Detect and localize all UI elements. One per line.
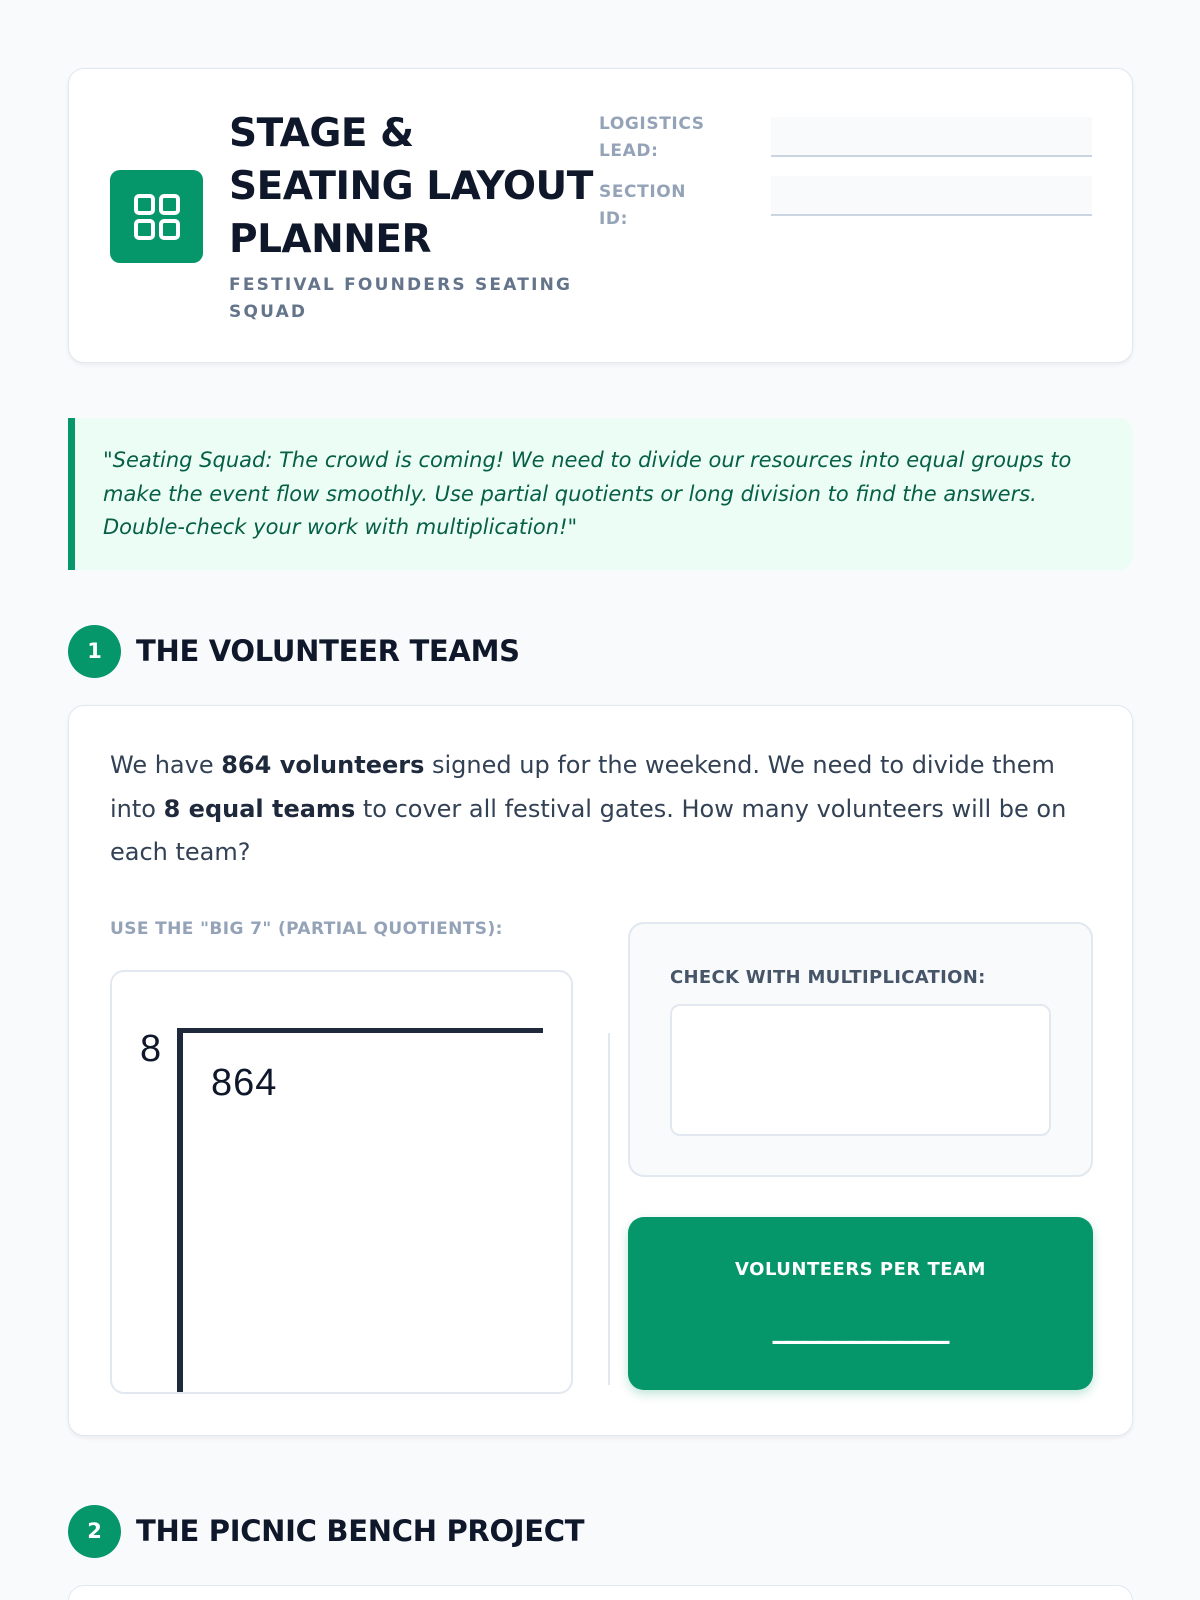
section-1-header [68,624,520,678]
check-label: CHECK WITH MULTIPLICATION: [670,967,986,988]
answer-panel [628,1217,1093,1390]
section-id-label: SECTION ID: [599,182,687,229]
problem-card-volunteer-teams [68,705,1133,1436]
section-number-badge: 1 [68,625,121,678]
problem-highlight-volunteers: 864 volunteers [221,751,425,779]
logo-badge [110,170,203,263]
section-2-header [68,1504,584,1558]
answer-blank[interactable]: ___________ [772,1305,949,1345]
intro-quote: "Seating Squad: The crowd is coming! We need to divide our resources into equal groups to make the event flow smoothly. Use partial quotients or long division to find the answers. Double-check your work with multiplication!" [68,418,1133,570]
partial-quotients-workspace[interactable] [110,970,573,1394]
dividend: 864 [211,1062,278,1104]
section-title: THE PICNIC BENCH PROJECT [136,1514,585,1548]
page-subtitle: FESTIVAL FOUNDERS SEATING SQUAD [229,275,573,322]
section-id-input[interactable] [771,176,1092,216]
check-work-area[interactable] [670,1004,1051,1136]
problem-highlight-teams: 8 equal teams [163,794,356,823]
division-bracket-top [177,1028,543,1033]
page-title: STAGE & SEATING LAYOUT PLANNER [229,111,593,262]
answer-label: VOLUNTEERS PER TEAM [735,1259,986,1280]
division-bracket-side [177,1028,183,1394]
section-title: THE VOLUNTEER TEAMS [136,634,520,668]
problem-statement: We have 864 volunteers signed up for the weekend. We need to divide them into 8 equal teams to cover all festival gates. How many volunteers will be on each team? [110,751,1067,866]
logistics-lead-input[interactable] [771,117,1092,157]
method-label: USE THE "BIG 7" (PARTIAL QUOTIENTS): [110,919,503,939]
title-block [229,107,599,326]
divisor: 8 [140,1028,162,1070]
logistics-lead-label: LOGISTICS LEAD: [599,114,705,161]
problem-card-picnic-bench [68,1585,1133,1600]
header-card [68,68,1133,363]
multiplication-check-panel [628,922,1093,1177]
column-divider [608,1033,610,1385]
section-number-badge: 2 [68,1505,121,1558]
grid-icon [132,192,182,242]
